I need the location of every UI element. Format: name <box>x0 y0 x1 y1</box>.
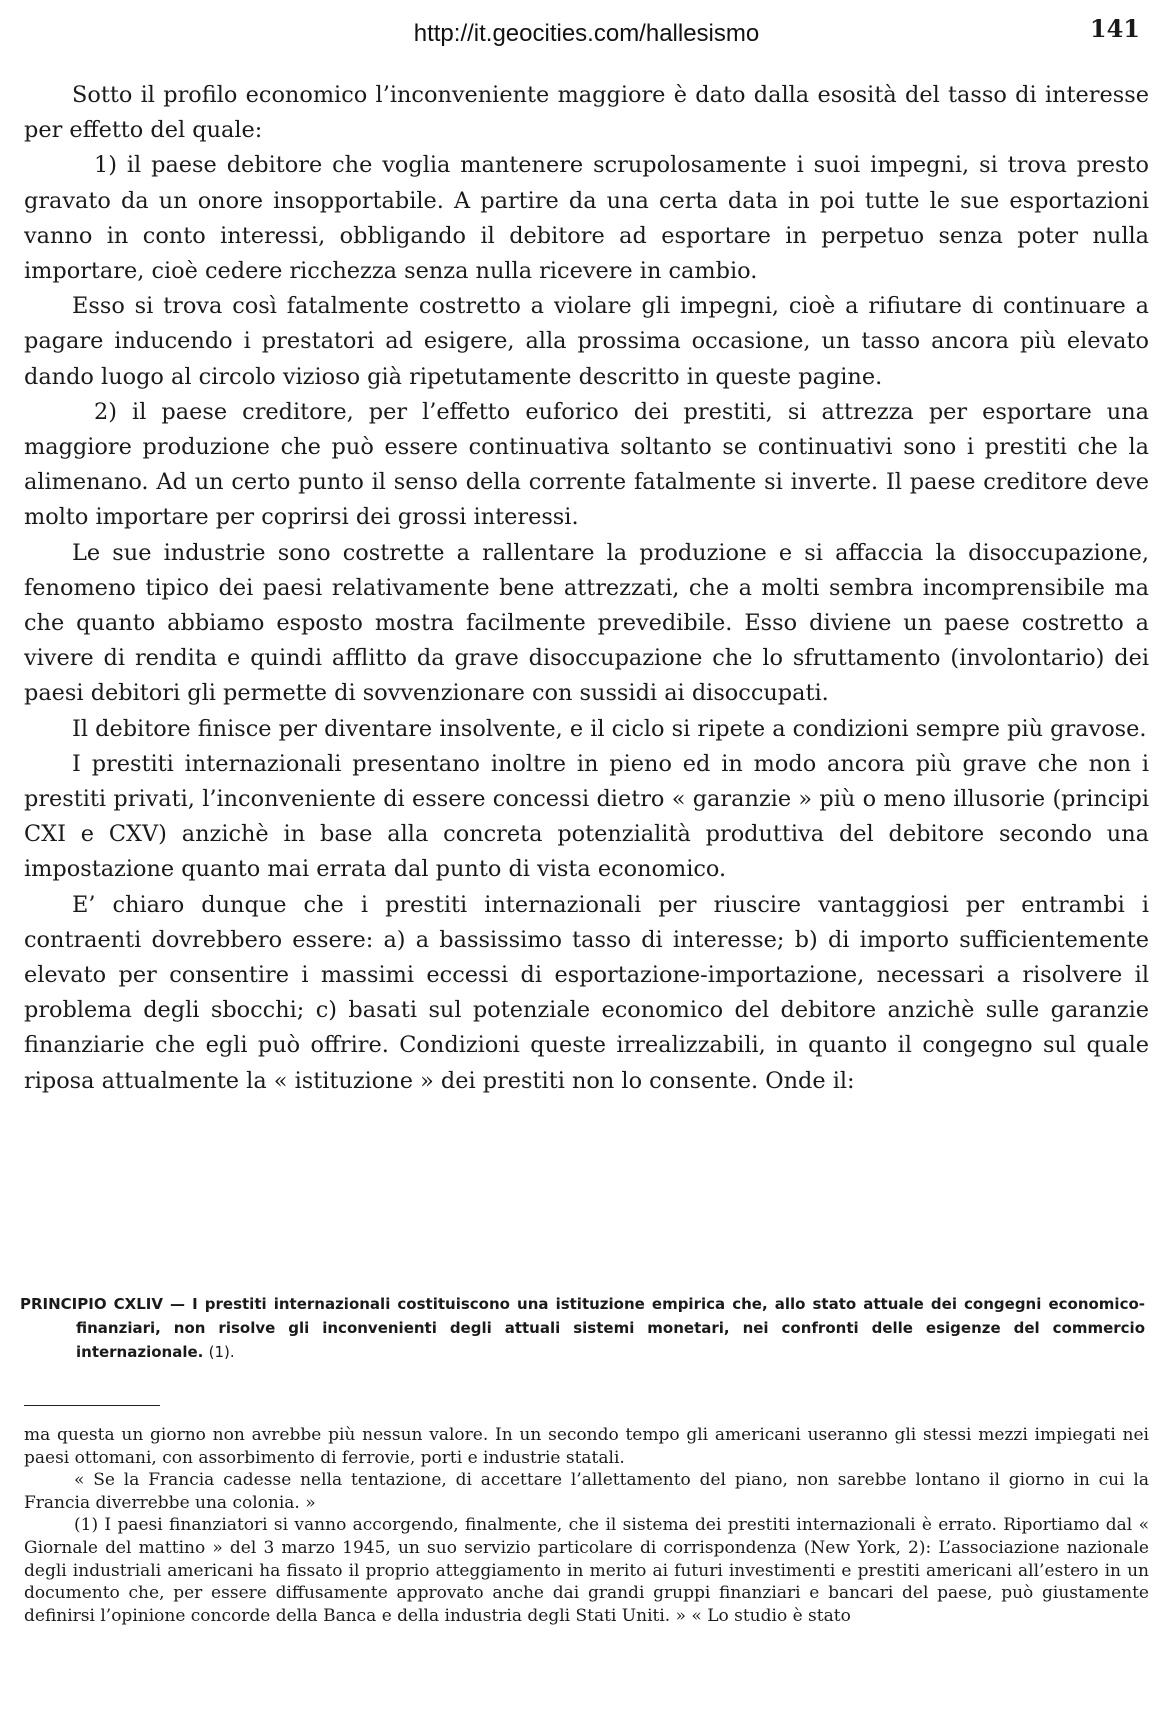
page-url: http://it.geocities.com/hallesismo <box>413 20 760 47</box>
paragraph: Sotto il profilo economico l’inconveniente maggiore è dato dalla esosità del tasso di interesse per effetto del quale: <box>24 82 1149 144</box>
paragraph: 2) il paese creditore, per l’effetto euforico dei prestiti, si attrezza per esportare una maggiore produzione che può essere continuativa soltanto se continuativi sono i prestiti che la alimenano. Ad un certo punto il senso della corrente fatalmente si inverte. Il paese creditore deve molto importare per coprirsi dei grossi interessi. <box>24 398 1149 531</box>
footnote: ma questa un giorno non avrebbe più nessun valore. In un secondo tempo gli americani useranno gli stessi mezzi impiegati nei paesi ottomani, con assorbimento di ferrovie, porti e industrie statali. <box>24 1425 1149 1468</box>
footnote: « Se la Francia cadesse nella tentazione, di accettare l’allettamento del piano, non sarebbe lontano il giorno in cui la Francia diverrebbe una colonia. » <box>24 1470 1149 1513</box>
footnote-separator <box>24 1405 160 1406</box>
principle-text: PRINCIPIO CXLIV — I prestiti internazionali costituiscono una istituzione empirica che, allo stato attuale dei congegni economico-finanziari, non risolve gli inconvenienti degli attuali sistemi monetari, nei confronti delle esigenze del commercio internazionale. <box>20 1295 1145 1361</box>
paragraph: 1) il paese debitore che voglia mantenere scrupolosamente i suoi impegni, si trova presto gravato da un onore insopportabile. A partire da una certa data in poi tutte le sue esportazioni vanno in conto interessi, obbligando il debitore ad esportare in perpetuo senza poter nulla importare, cioè cedere ricchezza senza nulla ricevere in cambio. <box>24 152 1149 285</box>
paragraph: I prestiti internazionali presentano inoltre in pieno ed in modo ancora più grave che non i prestiti privati, l’inconveniente di essere concessi dietro « garanzie » più o meno illusorie (principi CXI e CXV) anzichè in base alla concreta potenzialità produttiva del debitore secondo una impostazione quanto mai errata dal punto di vista economico. <box>24 750 1149 883</box>
paragraph: E’ chiaro dunque che i prestiti internazionali per riuscire vantaggiosi per entrambi i contraenti dovrebbero essere: a) a bassissimo tasso di interesse; b) di importo sufficientemente elevato per consentire i massimi eccessi di esportazione-importazione, necessari a risolvere il problema degli sbocchi; c) basati sul potenziale economico del debitore anzichè sulle garanzie finanziarie che egli può offrire. Condizioni queste irrealizzabili, in quanto il congegno sul quale riposa attualmente la « istituzione » dei prestiti non lo consente. Onde il: <box>24 891 1149 1094</box>
page-number: 141 <box>1089 14 1140 43</box>
principle-statement <box>20 1292 1145 1364</box>
paragraph: Esso si trova così fatalmente costretto a violare gli impegni, cioè a rifiutare di continuare a pagare inducendo i prestatori ad esigere, alla prossima occasione, un tasso ancora più elevato dando luogo al circolo vizioso già ripetutamente descritto in queste pagine. <box>24 293 1149 390</box>
paragraph: Le sue industrie sono costrette a rallentare la produzione e si affaccia la disoccupazione, fenomeno tipico dei paesi relativamente bene attrezzati, che a molti sembra incomprensibile ma che quanto abbiamo esposto mostra facilmente prevedibile. Esso diviene un paese costretto a vivere di rendita e quindi afflitto da grave disoccupazione che lo sfruttamento (involontario) dei paesi debitori gli permette di sovvenzionare con sussidi ai disoccupati. <box>24 539 1149 707</box>
footnote: (1) I paesi finanziatori si vanno accorgendo, finalmente, che il sistema dei prestiti internazionali è errato. Riportiamo dal « Giornale del mattino » del 3 marzo 1945, un suo servizio particolare di corrispondenza (New York, 2): L’associazione nazionale degli industriali americani ha fissato il proprio atteggiamento in merito ai futuri investimenti e prestiti americani all’estero in un documento che, per essere diffusamente approvato anche dai grandi gruppi finanziari e bancari del paese, può giustamente definirsi l’opinione concorde della Banca e della industria degli Stati Uniti. » « Lo studio è stato <box>24 1515 1149 1626</box>
footnote-reference: (1). <box>208 1343 235 1361</box>
paragraph: Il debitore finisce per diventare insolvente, e il ciclo si ripete a condizioni sempre più gravose. <box>72 715 1147 742</box>
body-text <box>24 78 1149 1099</box>
footnotes <box>24 1424 1149 1627</box>
